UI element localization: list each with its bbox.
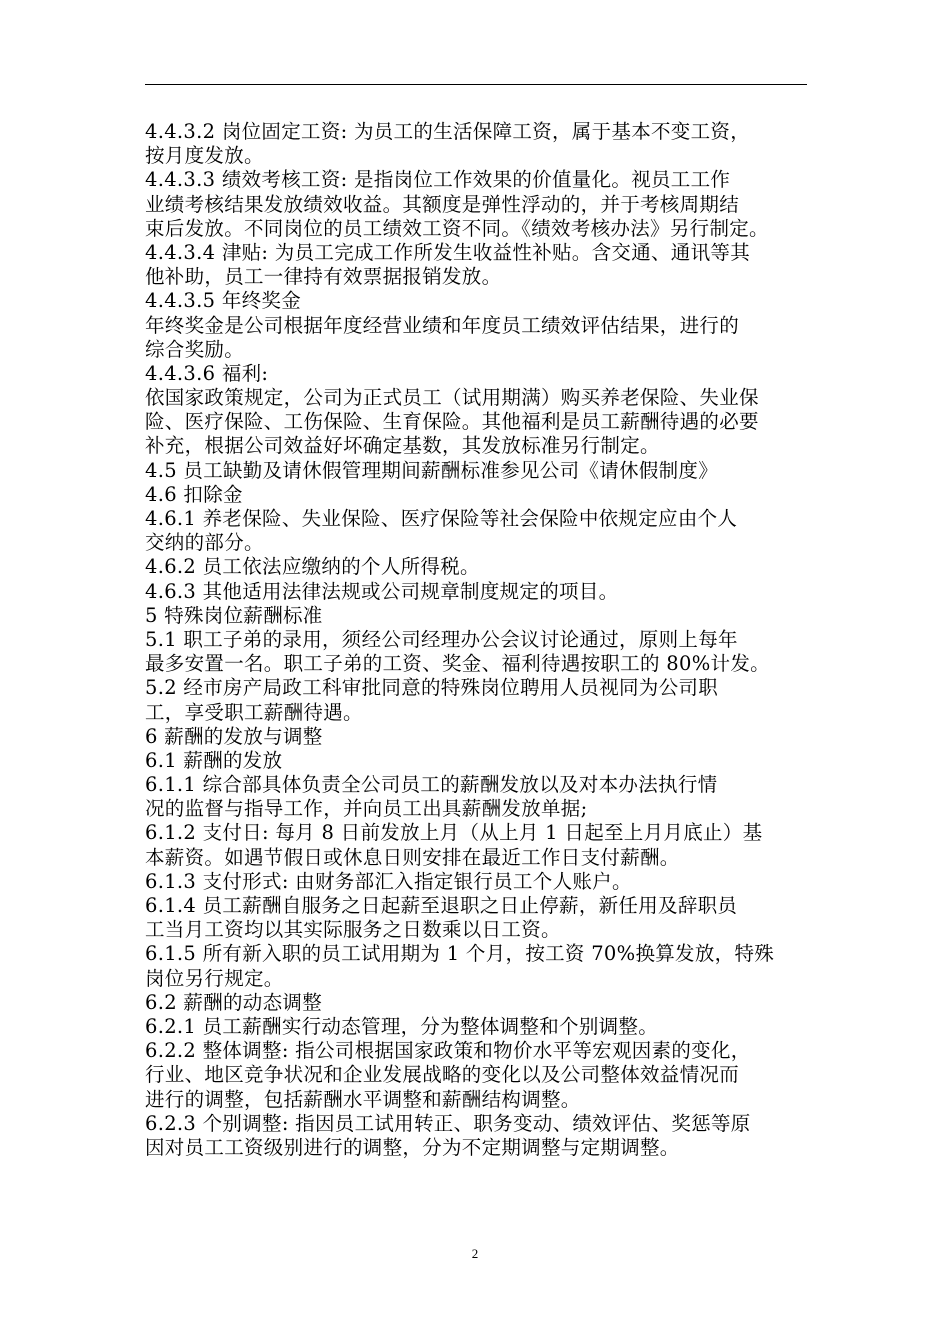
text-line: 5 特殊岗位薪酬标准 — [145, 603, 323, 627]
text-line: 最多安置一名。职工子弟的工资、奖金、福利待遇按职工的 80%计发。 — [145, 652, 770, 676]
text-line: 本薪资。如遇节假日或休息日则安排在最近工作日支付薪酬。 — [145, 845, 680, 869]
text-line: 5.2 经市房产局政工科审批同意的特殊岗位聘用人员视同为公司职 — [145, 676, 719, 700]
text-line: 4.4.3.2 岗位固定工资: 为员工的生活保障工资，属于基本不变工资， — [145, 120, 750, 143]
text-line: 束后发放。不同岗位的员工绩效工资不同。《绩效考核办法》另行制定。 — [145, 216, 769, 240]
text-line: 况的监督与指导工作，并向员工出具薪酬发放单据; — [145, 797, 588, 821]
text-line: 进行的调整，包括薪酬水平调整和薪酬结构调整。 — [145, 1087, 581, 1111]
text-line: 工，享受职工薪酬待遇。 — [145, 700, 363, 724]
text-line: 险、医疗保险、工伤保险、生育保险。其他福利是员工薪酬待遇的必要 — [145, 410, 759, 434]
text-line: 4.4.3.4 津贴: 为员工完成工作所发生收益性补贴。含交通、通讯等其 — [145, 240, 750, 264]
text-line: 4.4.3.5 年终奖金 — [145, 289, 302, 313]
text-line: 6.2.2 整体调整: 指公司根据国家政策和物价水平等宏观因素的变化， — [145, 1039, 751, 1063]
text-line: 工当月工资均以其实际服务之日数乘以日工资。 — [145, 918, 561, 942]
header-rule — [145, 84, 807, 85]
text-line: 6.1.5 所有新入职的员工试用期为 1 个月，按工资 70%换算发放，特殊 — [145, 942, 775, 966]
text-line: 6.1.1 综合部具体负责全公司员工的薪酬发放以及对本办法执行情 — [145, 773, 718, 797]
text-line: 他补助，员工一律持有效票据报销发放。 — [145, 265, 502, 289]
text-line: 6.2.3 个别调整: 指因员工试用转正、职务变动、绩效评估、奖惩等原 — [145, 1111, 751, 1135]
text-line: 交纳的部分。 — [145, 531, 264, 555]
text-line: 6 薪酬的发放与调整 — [145, 724, 323, 748]
text-line: 4.6.2 员工依法应缴纳的个人所得税。 — [145, 555, 480, 579]
text-line: 4.4.3.3 绩效考核工资: 是指岗位工作效果的价值量化。视员工工作 — [145, 168, 731, 192]
text-line: 6.1.3 支付形式: 由财务部汇入指定银行员工个人账户。 — [145, 869, 632, 893]
text-line: 业绩考核结果发放绩效收益。其额度是弹性浮动的，并于考核周期结 — [145, 192, 740, 216]
document-body — [145, 120, 825, 1160]
text-line: 6.2 薪酬的动态调整 — [145, 990, 323, 1014]
text-line: 6.1.4 员工薪酬自服务之日起薪至退职之日止停薪，新任用及辞职员 — [145, 894, 738, 917]
text-line: 因对员工工资级别进行的调整，分为不定期调整与定期调整。 — [145, 1135, 680, 1159]
text-line: 补充，根据公司效益好坏确定基数，其发放标准另行制定。 — [145, 434, 660, 458]
text-line: 年终奖金是公司根据年度经营业绩和年度员工绩效评估结果，进行的 — [145, 313, 740, 337]
text-line: 综合奖励。 — [145, 337, 245, 361]
text-line: 4.6 扣除金 — [145, 482, 243, 506]
text-line: 6.1.2 支付日: 每月 8 日前发放上月（从上月 1 日起至上月月底止）基 — [145, 821, 763, 845]
text-line: 6.1 薪酬的发放 — [145, 748, 283, 772]
text-line: 5.1 职工子弟的录用，须经公司经理办公会议讨论通过，原则上每年 — [145, 627, 738, 651]
text-line: 依国家政策规定，公司为正式员工（试用期满）购买养老保险、失业保 — [145, 386, 759, 410]
text-line: 6.2.1 员工薪酬实行动态管理，分为整体调整和个别调整。 — [145, 1014, 659, 1038]
text-line: 4.6.1 养老保险、失业保险、医疗保险等社会保险中依规定应由个人 — [145, 507, 738, 530]
page-number: 2 — [471, 1246, 479, 1261]
text-line: 岗位另行规定。 — [145, 966, 284, 990]
text-line: 行业、地区竞争状况和企业发展战略的变化以及公司整体效益情况而 — [145, 1063, 740, 1087]
text-line: 4.4.3.6 福利: — [145, 361, 269, 385]
text-line: 4.5 员工缺勤及请休假管理期间薪酬标准参见公司《请休假制度》 — [145, 458, 719, 482]
text-line: 4.6.3 其他适用法律法规或公司规章制度规定的项目。 — [145, 579, 619, 603]
text-line: 按月度发放。 — [145, 144, 264, 168]
